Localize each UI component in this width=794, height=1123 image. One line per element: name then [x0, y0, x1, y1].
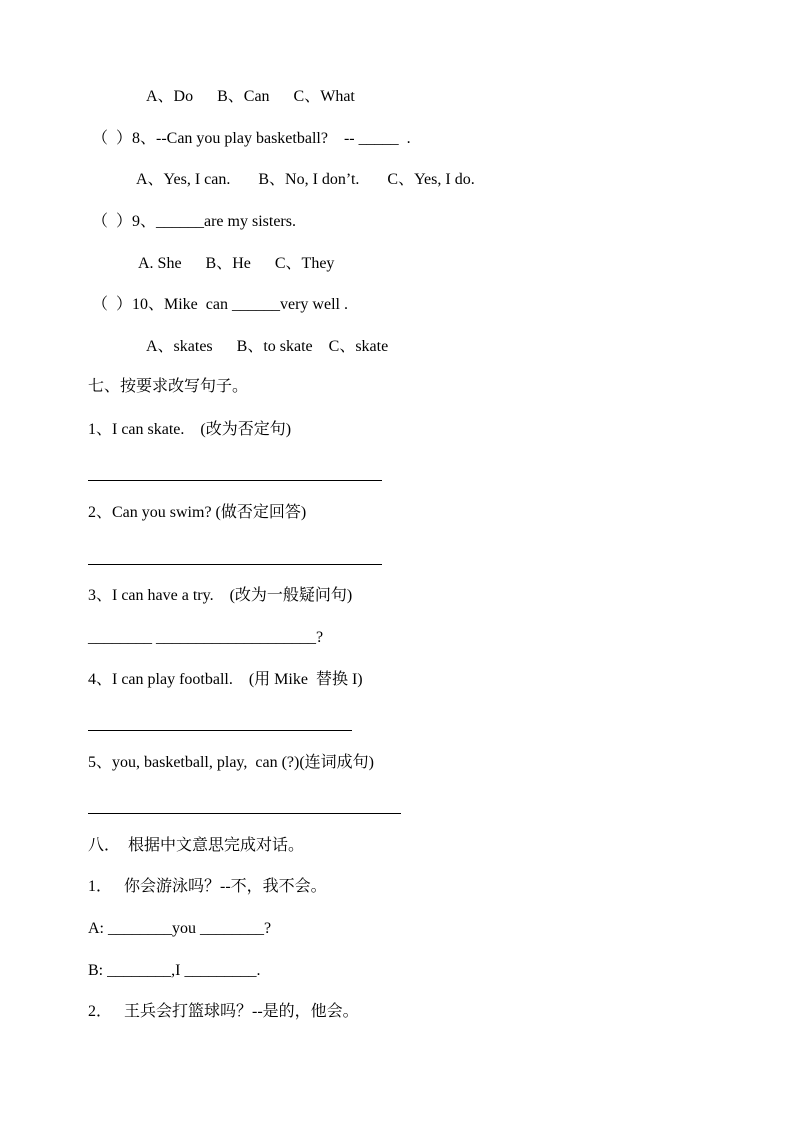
rewrite-item-1: 1、I can skate. (改为否定句) — [88, 421, 292, 438]
answer-blank-3: ________ ____________________? — [88, 629, 324, 646]
rewrite-item-4: 4、I can play football. (用 Mike 替换 I) — [88, 671, 363, 688]
question-9: （ ）9、______are my sisters. — [92, 213, 296, 230]
section-8-heading: 八． 根据中文意思完成对话。 — [88, 837, 305, 854]
answer-blank-1 — [88, 480, 382, 481]
q9-options: A. She B、He C、They — [138, 255, 335, 272]
rewrite-item-3: 3、I can have a try. (改为一般疑问句) — [88, 587, 353, 604]
answer-blank-5 — [88, 813, 401, 814]
dialogue-1-line-b: B: ________,I _________. — [88, 962, 261, 979]
dialogue-1-prompt: 1． 你会游泳吗？--不，我不会。 — [88, 878, 327, 895]
question-8: （ ）8、--Can you play basketball? -- _____ . — [92, 130, 411, 147]
rewrite-item-5: 5、you, basketball, play, can (?)(连词成句) — [88, 754, 374, 771]
rewrite-item-2: 2、Can you swim? (做否定回答) — [88, 504, 307, 521]
section-7-heading: 七、按要求改写句子。 — [88, 378, 249, 395]
answer-blank-2 — [88, 564, 382, 565]
question-10: （ ）10、Mike can ______very well . — [92, 296, 348, 313]
q7-options: A、Do B、Can C、What — [146, 88, 355, 105]
answer-blank-4 — [88, 730, 352, 731]
dialogue-2-prompt: 2． 王兵会打篮球吗？--是的，他会。 — [88, 1003, 359, 1020]
q10-options: A、skates B、to skate C、skate — [146, 338, 389, 355]
q8-options: A、Yes, I can. B、No, I don’t. C、Yes, I do. — [136, 171, 475, 188]
dialogue-1-line-a: A: ________you ________? — [88, 920, 272, 937]
